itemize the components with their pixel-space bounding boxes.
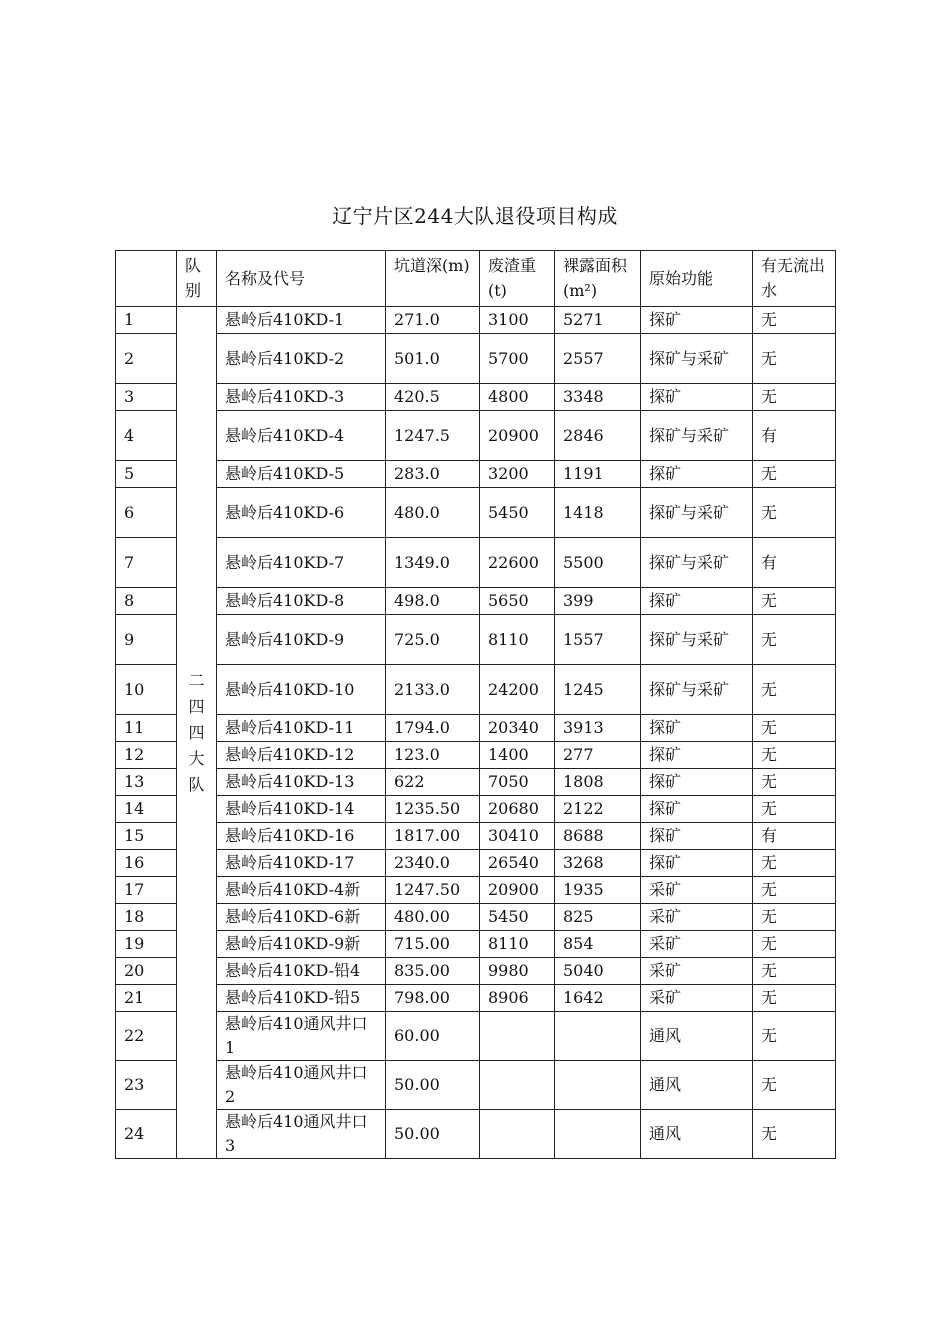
row-depth: 835.00: [386, 958, 480, 985]
row-water: 无: [753, 769, 836, 796]
row-area: 3913: [555, 715, 641, 742]
row-function: 探矿与采矿: [641, 488, 753, 538]
row-depth: 798.00: [386, 985, 480, 1012]
row-name: 悬岭后410KD-12: [217, 742, 386, 769]
row-function: 采矿: [641, 931, 753, 958]
row-water: 无: [753, 850, 836, 877]
row-function: 探矿: [641, 715, 753, 742]
team-cell: [177, 307, 217, 1159]
row-waste: 24200: [480, 665, 555, 715]
row-area: 8688: [555, 823, 641, 850]
row-water: 无: [753, 334, 836, 384]
row-waste: 8110: [480, 615, 555, 665]
row-area: 2846: [555, 411, 641, 461]
row-number: 1: [116, 307, 177, 334]
row-area: 399: [555, 588, 641, 615]
row-depth: 2340.0: [386, 850, 480, 877]
header-name: 名称及代号: [217, 251, 386, 307]
row-area: 2557: [555, 334, 641, 384]
row-waste: 22600: [480, 538, 555, 588]
table-row: [116, 665, 836, 715]
row-depth: 501.0: [386, 334, 480, 384]
row-depth: 1247.5: [386, 411, 480, 461]
row-depth: 1349.0: [386, 538, 480, 588]
row-depth: 50.00: [386, 1110, 480, 1159]
row-waste: 5700: [480, 334, 555, 384]
row-waste: [480, 1061, 555, 1110]
row-water: 有: [753, 538, 836, 588]
row-waste: 4800: [480, 384, 555, 411]
header-index: [116, 251, 177, 307]
row-water: 有: [753, 411, 836, 461]
table-body: [116, 307, 836, 1159]
row-number: 14: [116, 796, 177, 823]
row-depth: 123.0: [386, 742, 480, 769]
row-function: 通风: [641, 1110, 753, 1159]
row-name: 悬岭后410KD-14: [217, 796, 386, 823]
row-depth: 715.00: [386, 931, 480, 958]
row-function: 探矿: [641, 307, 753, 334]
row-area: 1935: [555, 877, 641, 904]
row-name: 悬岭后410KD-5: [217, 461, 386, 488]
project-table: [115, 250, 836, 1159]
row-water: 无: [753, 1012, 836, 1061]
row-number: 18: [116, 904, 177, 931]
row-name: 悬岭后410KD-10: [217, 665, 386, 715]
row-function: 探矿: [641, 461, 753, 488]
row-function: 探矿与采矿: [641, 334, 753, 384]
row-name: 悬岭后410KD-1: [217, 307, 386, 334]
row-water: 无: [753, 384, 836, 411]
table-row: [116, 1012, 836, 1061]
row-water: 无: [753, 1110, 836, 1159]
table-row: [116, 958, 836, 985]
row-name: 悬岭后410KD-16: [217, 823, 386, 850]
row-depth: 2133.0: [386, 665, 480, 715]
row-waste: 30410: [480, 823, 555, 850]
row-name: 悬岭后410KD-9: [217, 615, 386, 665]
header-water: 有无流出水: [753, 251, 836, 307]
row-water: 无: [753, 985, 836, 1012]
row-water: 无: [753, 715, 836, 742]
row-number: 21: [116, 985, 177, 1012]
row-water: 无: [753, 488, 836, 538]
row-function: 通风: [641, 1012, 753, 1061]
row-function: 探矿: [641, 823, 753, 850]
row-name: 悬岭后410KD-6新: [217, 904, 386, 931]
row-name: 悬岭后410KD-4: [217, 411, 386, 461]
row-name: 悬岭后410KD-7: [217, 538, 386, 588]
row-number: 2: [116, 334, 177, 384]
row-number: 20: [116, 958, 177, 985]
row-waste: 5450: [480, 904, 555, 931]
table-row: [116, 461, 836, 488]
row-waste: 20900: [480, 411, 555, 461]
row-depth: 1235.50: [386, 796, 480, 823]
table-row: [116, 769, 836, 796]
row-depth: 498.0: [386, 588, 480, 615]
row-waste: 3200: [480, 461, 555, 488]
row-waste: 1400: [480, 742, 555, 769]
row-depth: 420.5: [386, 384, 480, 411]
row-water: 无: [753, 461, 836, 488]
row-function: 探矿与采矿: [641, 615, 753, 665]
row-water: 无: [753, 931, 836, 958]
table-row: [116, 411, 836, 461]
row-area: 5040: [555, 958, 641, 985]
row-depth: 480.00: [386, 904, 480, 931]
row-name: 悬岭后410通风井口2: [217, 1061, 386, 1110]
row-depth: 283.0: [386, 461, 480, 488]
row-area: [555, 1061, 641, 1110]
table-row: [116, 715, 836, 742]
header-team: 队别: [177, 251, 217, 307]
row-water: 有: [753, 823, 836, 850]
row-waste: 7050: [480, 769, 555, 796]
row-waste: 20340: [480, 715, 555, 742]
row-area: 3348: [555, 384, 641, 411]
row-water: 无: [753, 665, 836, 715]
row-area: 825: [555, 904, 641, 931]
row-name: 悬岭后410KD-3: [217, 384, 386, 411]
row-waste: [480, 1110, 555, 1159]
row-name: 悬岭后410通风井口1: [217, 1012, 386, 1061]
table-row: [116, 307, 836, 334]
row-name: 悬岭后410KD-9新: [217, 931, 386, 958]
table-row: [116, 985, 836, 1012]
table-row: [116, 877, 836, 904]
table-row: [116, 334, 836, 384]
header-waste: 废渣重(t): [480, 251, 555, 307]
table-row: [116, 538, 836, 588]
row-name: 悬岭后410KD-11: [217, 715, 386, 742]
row-area: 1557: [555, 615, 641, 665]
row-function: 采矿: [641, 877, 753, 904]
row-area: [555, 1110, 641, 1159]
row-area: 1191: [555, 461, 641, 488]
row-area: 1808: [555, 769, 641, 796]
row-function: 通风: [641, 1061, 753, 1110]
row-water: 无: [753, 615, 836, 665]
table-row: [116, 850, 836, 877]
row-name: 悬岭后410KD-13: [217, 769, 386, 796]
row-function: 采矿: [641, 958, 753, 985]
row-name: 悬岭后410KD-17: [217, 850, 386, 877]
row-number: 7: [116, 538, 177, 588]
row-function: 探矿: [641, 796, 753, 823]
row-number: 17: [116, 877, 177, 904]
row-area: 3268: [555, 850, 641, 877]
row-area: 854: [555, 931, 641, 958]
row-name: 悬岭后410KD-4新: [217, 877, 386, 904]
row-number: 12: [116, 742, 177, 769]
row-name: 悬岭后410KD-6: [217, 488, 386, 538]
row-depth: 50.00: [386, 1061, 480, 1110]
row-number: 4: [116, 411, 177, 461]
row-number: 15: [116, 823, 177, 850]
row-water: 无: [753, 742, 836, 769]
row-depth: 480.0: [386, 488, 480, 538]
row-water: 无: [753, 1061, 836, 1110]
row-area: 2122: [555, 796, 641, 823]
table-row: [116, 904, 836, 931]
table-row: [116, 823, 836, 850]
table-row: [116, 488, 836, 538]
row-waste: 26540: [480, 850, 555, 877]
row-waste: 3100: [480, 307, 555, 334]
row-area: [555, 1012, 641, 1061]
document-title: 辽宁片区244大队退役项目构成: [332, 204, 618, 228]
row-function: 采矿: [641, 904, 753, 931]
row-water: 无: [753, 877, 836, 904]
row-waste: 20900: [480, 877, 555, 904]
row-water: 无: [753, 796, 836, 823]
row-waste: 9980: [480, 958, 555, 985]
row-number: 24: [116, 1110, 177, 1159]
row-number: 10: [116, 665, 177, 715]
row-number: 6: [116, 488, 177, 538]
row-function: 探矿: [641, 588, 753, 615]
row-waste: 5650: [480, 588, 555, 615]
row-waste: 5450: [480, 488, 555, 538]
row-number: 16: [116, 850, 177, 877]
row-area: 1245: [555, 665, 641, 715]
row-number: 3: [116, 384, 177, 411]
row-function: 探矿与采矿: [641, 538, 753, 588]
row-name: 悬岭后410KD-2: [217, 334, 386, 384]
row-number: 13: [116, 769, 177, 796]
header-function: 原始功能: [641, 251, 753, 307]
table-row: [116, 1110, 836, 1159]
row-depth: 1817.00: [386, 823, 480, 850]
row-function: 探矿: [641, 769, 753, 796]
row-area: 1418: [555, 488, 641, 538]
row-function: 采矿: [641, 985, 753, 1012]
row-function: 探矿: [641, 850, 753, 877]
row-water: 无: [753, 958, 836, 985]
row-water: 无: [753, 588, 836, 615]
table-row: [116, 615, 836, 665]
table-row: [116, 384, 836, 411]
row-function: 探矿: [641, 742, 753, 769]
team-label: 二四四大队: [188, 670, 205, 794]
row-depth: 622: [386, 769, 480, 796]
row-waste: [480, 1012, 555, 1061]
row-water: 无: [753, 904, 836, 931]
row-function: 探矿: [641, 384, 753, 411]
row-name: 悬岭后410KD-8: [217, 588, 386, 615]
row-waste: 8110: [480, 931, 555, 958]
row-depth: 1247.50: [386, 877, 480, 904]
header-area: 裸露面积(m²): [555, 251, 641, 307]
header-row: [116, 251, 836, 307]
row-number: 5: [116, 461, 177, 488]
row-area: 1642: [555, 985, 641, 1012]
table-row: [116, 796, 836, 823]
table-row: [116, 1061, 836, 1110]
row-name: 悬岭后410通风井口3: [217, 1110, 386, 1159]
row-area: 277: [555, 742, 641, 769]
row-number: 11: [116, 715, 177, 742]
row-function: 探矿与采矿: [641, 665, 753, 715]
row-number: 23: [116, 1061, 177, 1110]
table-row: [116, 588, 836, 615]
row-number: 9: [116, 615, 177, 665]
row-name: 悬岭后410KD-铅5: [217, 985, 386, 1012]
row-function: 探矿与采矿: [641, 411, 753, 461]
row-area: 5271: [555, 307, 641, 334]
row-depth: 60.00: [386, 1012, 480, 1061]
table-row: [116, 931, 836, 958]
row-number: 19: [116, 931, 177, 958]
row-depth: 725.0: [386, 615, 480, 665]
row-depth: 1794.0: [386, 715, 480, 742]
row-waste: 8906: [480, 985, 555, 1012]
row-depth: 271.0: [386, 307, 480, 334]
row-number: 22: [116, 1012, 177, 1061]
row-waste: 20680: [480, 796, 555, 823]
header-depth: 坑道深(m): [386, 251, 480, 307]
row-area: 5500: [555, 538, 641, 588]
table-row: [116, 742, 836, 769]
row-number: 8: [116, 588, 177, 615]
row-water: 无: [753, 307, 836, 334]
row-name: 悬岭后410KD-铅4: [217, 958, 386, 985]
